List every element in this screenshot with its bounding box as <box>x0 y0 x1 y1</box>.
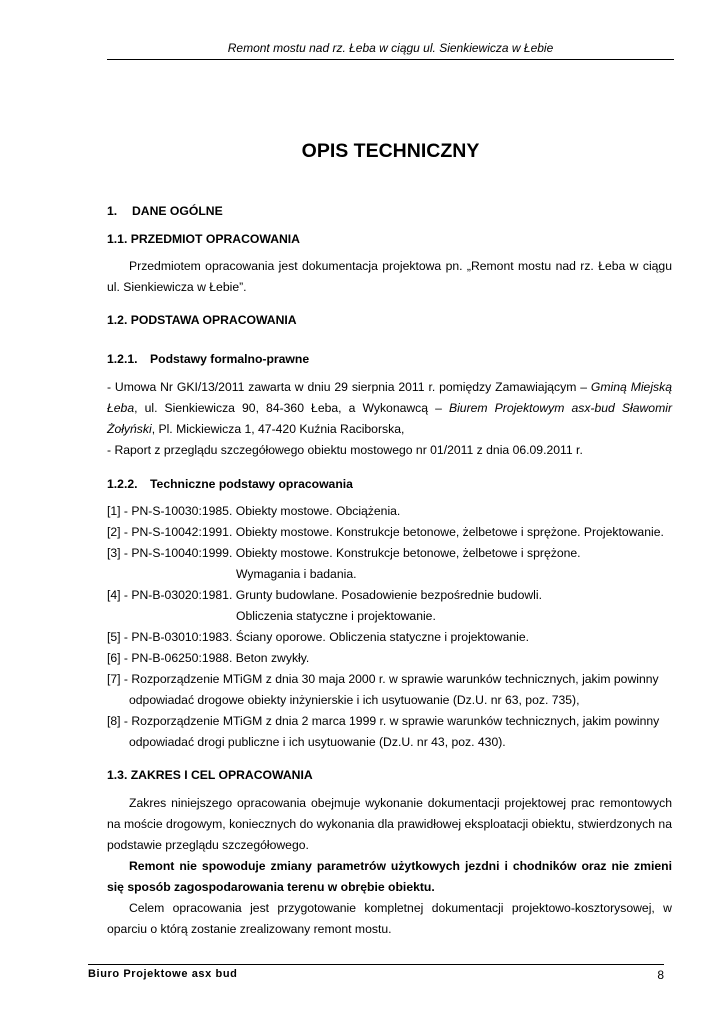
technical-references-list <box>107 501 672 753</box>
reference-item-continuation: odpowiadać drogowe obiekty inżynierskie i ich usytuowanie (Dz.U. nr 63, poz. 735), <box>129 693 580 707</box>
reference-item: [2] - PN-S-10042:1991. Obiekty mostowe. Konstrukcje betonowe, żelbetowe i sprężone. Projektowanie. <box>107 525 664 539</box>
section-1-2-1-number: 1.2.1. <box>107 352 138 366</box>
reference-item: [1] - PN-S-10030:1985. Obiekty mostowe. Obciążenia. <box>107 504 401 518</box>
scope-bold-statement: Remont nie spowoduje zmiany parametrów użytkowych jezdni i chodników oraz nie zmieni się sposób zagospodarowania terenu w obrębie obiektu. <box>107 859 672 894</box>
section-1-2-heading: 1.2. PODSTAWA OPRACOWANIA <box>107 313 297 327</box>
reference-item: [3] - PN-S-10040:1999. Obiekty mostowe. Konstrukcje betonowe, żelbetowe i sprężone. <box>107 546 581 560</box>
section-1-1-body <box>107 256 672 298</box>
section-1-2-1-title: Podstawy formalno-prawne <box>150 352 310 366</box>
section-1-number: 1. <box>107 204 118 218</box>
page-footer <box>88 964 664 980</box>
agreement-contractor-name: Biurem Projektowym asx-bud Sławomir Żołyński <box>107 401 672 436</box>
section-1-title: DANE OGÓLNE <box>132 204 223 218</box>
section-1-2-2-number: 1.2.2. <box>107 477 138 491</box>
footer-company-name: Biuro Projektowe asx bud <box>88 968 238 980</box>
page-number: 8 <box>657 968 664 982</box>
reference-item-continuation: odpowiadać drogi publiczne i ich usytuowanie (Dz.U. nr 43, poz. 430). <box>129 735 506 749</box>
reference-item-continuation: Wymagania i badania. <box>236 567 357 581</box>
running-header: Remont mostu nad rz. Łeba w ciągu ul. Sienkiewicza w Łebie <box>107 41 674 60</box>
section-1-1-paragraph: Przedmiotem opracowania jest dokumentacja projektowa pn. „Remont mostu nad rz. Łeba w ciągu ul. Sienkiewicza w Łebie”. <box>107 259 672 294</box>
reference-item: [7] - Rozporządzenie MTiGM z dnia 30 maja 2000 r. w sprawie warunków technicznych, jakim powinny <box>107 672 659 686</box>
section-1-1-heading: 1.1. PRZEDMIOT OPRACOWANIA <box>107 232 300 246</box>
agreement-text-1: - Umowa Nr GKI/13/2011 zawarta w dniu 29 sierpnia 2011 r. pomiędzy Zamawiającym – <box>107 380 591 394</box>
reference-item: [4] - PN-B-03020:1981. Grunty budowlane. Posadowienie bezpośrednie budowli. <box>107 588 542 602</box>
section-1-3-body <box>107 793 672 940</box>
reference-item: [6] - PN-B-06250:1988. Beton zwykły. <box>107 651 310 665</box>
goal-paragraph: Celem opracowania jest przygotowanie kompletnej dokumentacji projektowo-kosztorysowej, w oparciu o którą zostanie zrealizowany remont mostu. <box>107 901 672 936</box>
section-1-3-heading: 1.3. ZAKRES I CEL OPRACOWANIA <box>107 768 313 782</box>
section-1-2-2-heading <box>107 474 672 495</box>
reference-item: [5] - PN-B-03010:1983. Ściany oporowe. Obliczenia statyczne i projektowanie. <box>107 630 530 644</box>
section-1-heading <box>107 201 672 222</box>
reference-item-continuation: Obliczenia statyczne i projektowanie. <box>236 609 436 623</box>
agreement-text-3: , Pl. Mickiewicza 1, 47-420 Kuźnia Raciborska, <box>151 422 405 436</box>
reference-item: [8] - Rozporządzenie MTiGM z dnia 2 marca 1999 r. w sprawie warunków technicznych, jakim powinny <box>107 714 660 728</box>
agreement-client-name: Gminą Miejską Łeba <box>107 380 673 415</box>
scope-paragraph: Zakres niniejszego opracowania obejmuje wykonanie dokumentacji projektowej prac remontowych na moście drogowym, koniecznych do wykonania dla prawidłowej eksploatacji obiektu, stwierdzonych na podstawie przeglądu szczegółowego. <box>107 796 672 852</box>
section-1-2-1-heading <box>107 349 672 370</box>
agreement-text-2: , ul. Sienkiewicza 90, 84-360 Łeba, a Wykonawcą – <box>134 401 449 415</box>
formal-basis-list <box>107 377 672 461</box>
formal-basis-item-agreement <box>107 377 672 440</box>
document-title: OPIS TECHNICZNY <box>301 140 480 162</box>
formal-basis-item-report: - Raport z przeglądu szczegółowego obiektu mostowego nr 01/2011 z dnia 06.09.2011 r. <box>107 443 583 457</box>
section-1-2-2-title: Techniczne podstawy opracowania <box>150 477 353 491</box>
